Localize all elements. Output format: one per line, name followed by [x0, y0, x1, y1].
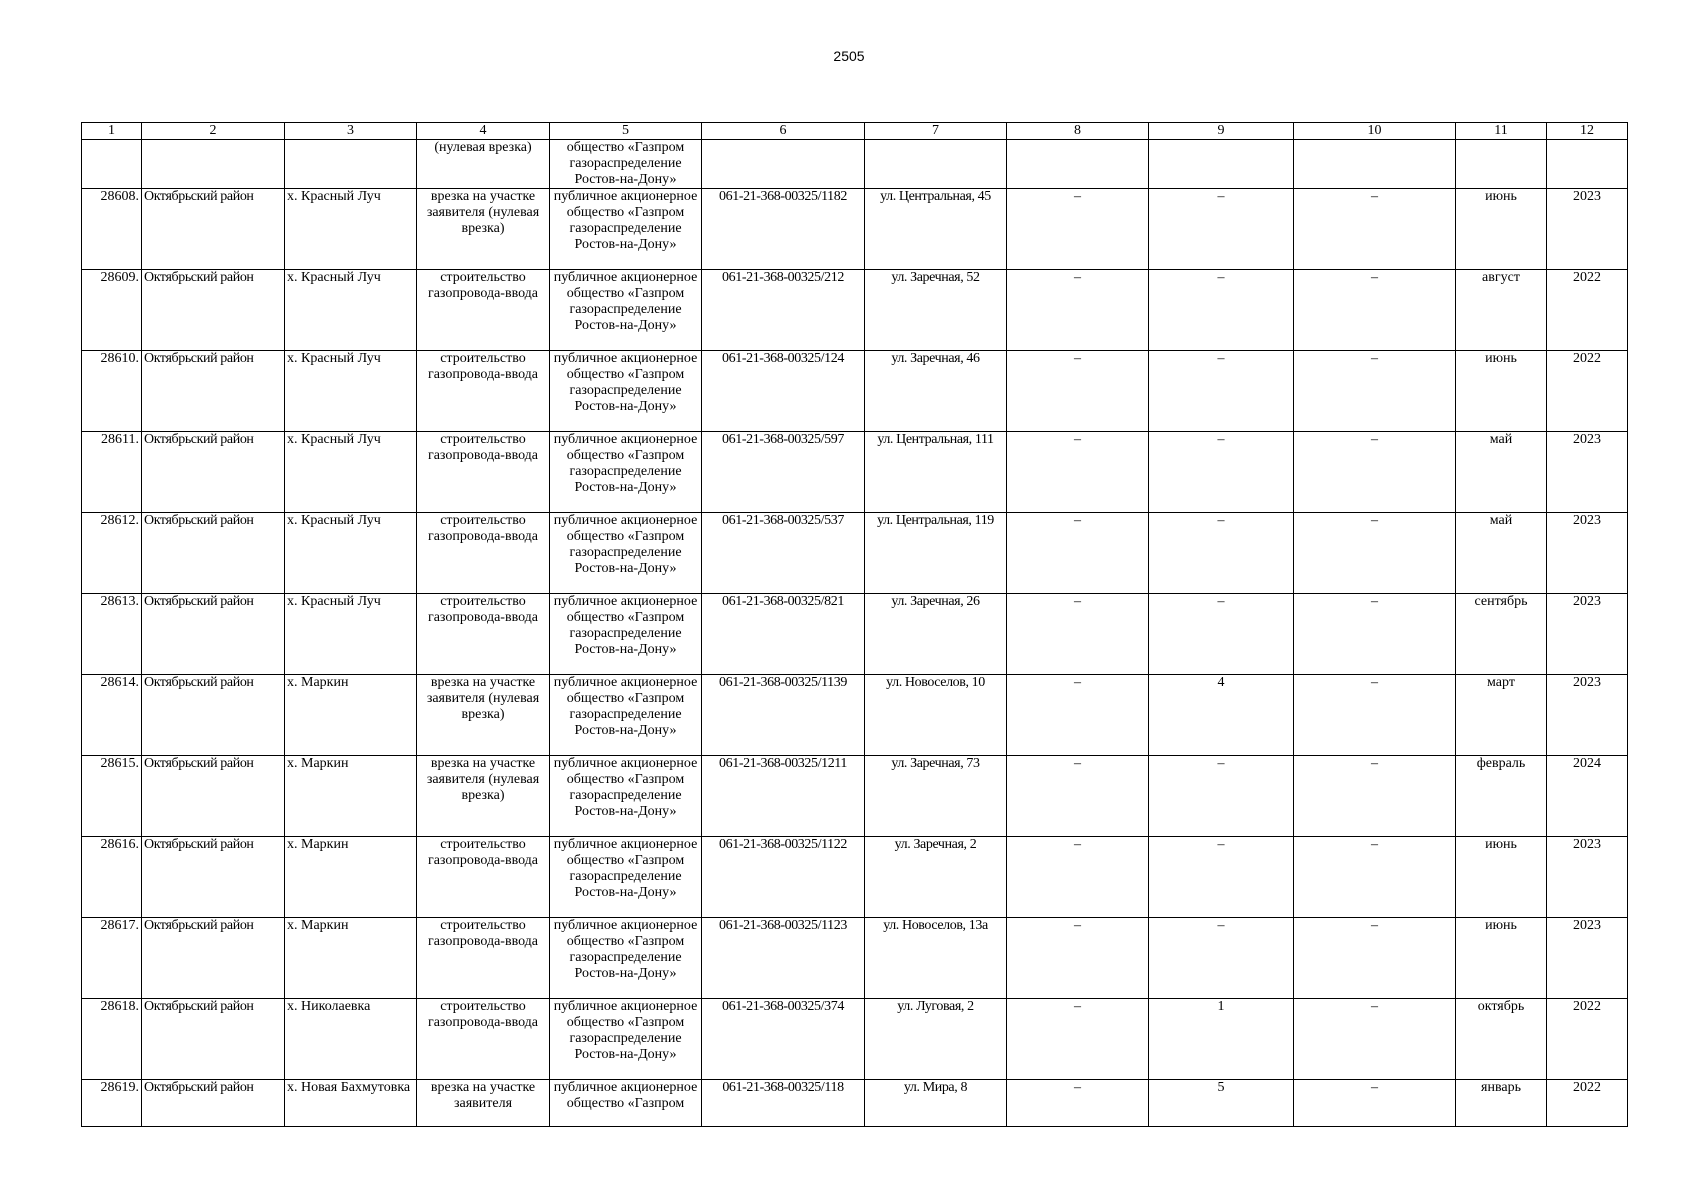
- row-number: 28610.: [82, 351, 142, 432]
- column-header: 2: [142, 123, 285, 140]
- col-9-value: 4: [1149, 675, 1294, 756]
- row-number: 28614.: [82, 675, 142, 756]
- col-10-value: –: [1294, 594, 1456, 675]
- column-header: 7: [865, 123, 1007, 140]
- table-row: [82, 432, 1628, 513]
- col-10-value: –: [1294, 837, 1456, 918]
- settlement: х. Красный Луч: [285, 432, 417, 513]
- col-8-value: –: [1007, 189, 1149, 270]
- organization: публичное акционерное общество «Газпром газораспределение Ростов-на-Дону»: [550, 837, 702, 918]
- col-9-value: 1: [1149, 999, 1294, 1080]
- year: 2023: [1547, 513, 1628, 594]
- column-header: 4: [417, 123, 550, 140]
- settlement: х. Новая Бахмутовка: [285, 1080, 417, 1127]
- work-type: строительство газопровода-ввода: [417, 594, 550, 675]
- year: 2024: [1547, 756, 1628, 837]
- col-8-value: –: [1007, 999, 1149, 1080]
- table-row: [82, 351, 1628, 432]
- work-type: врезка на участке заявителя: [417, 1080, 550, 1127]
- column-header: 9: [1149, 123, 1294, 140]
- col-9-value: –: [1149, 594, 1294, 675]
- month: [1456, 140, 1547, 189]
- col-10-value: [1294, 140, 1456, 189]
- header-row: [82, 123, 1628, 140]
- month: май: [1456, 432, 1547, 513]
- settlement: х. Николаевка: [285, 999, 417, 1080]
- col-10-value: –: [1294, 756, 1456, 837]
- address: ул. Центральная, 111: [865, 432, 1007, 513]
- organization: публичное акционерное общество «Газпром: [550, 1080, 702, 1127]
- register-table: [81, 122, 1628, 1127]
- table-row: [82, 140, 1628, 189]
- year: 2022: [1547, 351, 1628, 432]
- address: ул. Мира, 8: [865, 1080, 1007, 1127]
- address: ул. Заречная, 26: [865, 594, 1007, 675]
- col-10-value: –: [1294, 432, 1456, 513]
- col-9-value: –: [1149, 351, 1294, 432]
- col-8-value: –: [1007, 918, 1149, 999]
- column-header: 5: [550, 123, 702, 140]
- permit-number: 061-21-368-00325/374: [702, 999, 865, 1080]
- table-row: [82, 837, 1628, 918]
- col-9-value: –: [1149, 756, 1294, 837]
- col-8-value: –: [1007, 756, 1149, 837]
- organization: публичное акционерное общество «Газпром газораспределение Ростов-на-Дону»: [550, 675, 702, 756]
- month: июнь: [1456, 189, 1547, 270]
- address: ул. Луговая, 2: [865, 999, 1007, 1080]
- year: 2023: [1547, 594, 1628, 675]
- permit-number: 061-21-368-00325/537: [702, 513, 865, 594]
- district: Октябрьский район: [142, 675, 285, 756]
- organization: публичное акционерное общество «Газпром газораспределение Ростов-на-Дону»: [550, 594, 702, 675]
- year: 2022: [1547, 1080, 1628, 1127]
- column-header: 1: [82, 123, 142, 140]
- col-10-value: –: [1294, 270, 1456, 351]
- permit-number: 061-21-368-00325/1122: [702, 837, 865, 918]
- organization: публичное акционерное общество «Газпром газораспределение Ростов-на-Дону»: [550, 756, 702, 837]
- address: ул. Заречная, 73: [865, 756, 1007, 837]
- row-number: 28616.: [82, 837, 142, 918]
- table-row: [82, 594, 1628, 675]
- month: июнь: [1456, 351, 1547, 432]
- permit-number: 061-21-368-00325/118: [702, 1080, 865, 1127]
- organization: публичное акционерное общество «Газпром газораспределение Ростов-на-Дону»: [550, 513, 702, 594]
- permit-number: [702, 140, 865, 189]
- month: октябрь: [1456, 999, 1547, 1080]
- district: Октябрьский район: [142, 1080, 285, 1127]
- work-type: строительство газопровода-ввода: [417, 837, 550, 918]
- row-number: [82, 140, 142, 189]
- table-row: [82, 756, 1628, 837]
- permit-number: 061-21-368-00325/124: [702, 351, 865, 432]
- page-number: 2505: [833, 48, 865, 64]
- month: январь: [1456, 1080, 1547, 1127]
- permit-number: 061-21-368-00325/212: [702, 270, 865, 351]
- district: Октябрьский район: [142, 513, 285, 594]
- month: февраль: [1456, 756, 1547, 837]
- col-9-value: –: [1149, 513, 1294, 594]
- month: июнь: [1456, 837, 1547, 918]
- settlement: [285, 140, 417, 189]
- address: [865, 140, 1007, 189]
- year: [1547, 140, 1628, 189]
- month: март: [1456, 675, 1547, 756]
- col-9-value: 5: [1149, 1080, 1294, 1127]
- address: ул. Заречная, 52: [865, 270, 1007, 351]
- district: Октябрьский район: [142, 189, 285, 270]
- settlement: х. Красный Луч: [285, 594, 417, 675]
- table-row: [82, 918, 1628, 999]
- district: Октябрьский район: [142, 270, 285, 351]
- district: Октябрьский район: [142, 756, 285, 837]
- col-8-value: –: [1007, 675, 1149, 756]
- organization: общество «Газпром газораспределение Ростов-на-Дону»: [550, 140, 702, 189]
- work-type: врезка на участке заявителя (нулевая врезка): [417, 756, 550, 837]
- col-9-value: –: [1149, 918, 1294, 999]
- col-8-value: [1007, 140, 1149, 189]
- organization: публичное акционерное общество «Газпром газораспределение Ростов-на-Дону»: [550, 270, 702, 351]
- settlement: х. Маркин: [285, 675, 417, 756]
- col-10-value: –: [1294, 513, 1456, 594]
- col-10-value: –: [1294, 918, 1456, 999]
- work-type: строительство газопровода-ввода: [417, 999, 550, 1080]
- row-number: 28619.: [82, 1080, 142, 1127]
- row-number: 28615.: [82, 756, 142, 837]
- organization: публичное акционерное общество «Газпром газораспределение Ростов-на-Дону»: [550, 918, 702, 999]
- row-number: 28618.: [82, 999, 142, 1080]
- col-8-value: –: [1007, 1080, 1149, 1127]
- organization: публичное акционерное общество «Газпром газораспределение Ростов-на-Дону»: [550, 432, 702, 513]
- col-9-value: [1149, 140, 1294, 189]
- col-8-value: –: [1007, 351, 1149, 432]
- district: Октябрьский район: [142, 837, 285, 918]
- district: Октябрьский район: [142, 918, 285, 999]
- month: май: [1456, 513, 1547, 594]
- table-row: [82, 189, 1628, 270]
- district: Октябрьский район: [142, 432, 285, 513]
- year: 2022: [1547, 270, 1628, 351]
- column-header: 8: [1007, 123, 1149, 140]
- month: июнь: [1456, 918, 1547, 999]
- col-10-value: –: [1294, 999, 1456, 1080]
- work-type: (нулевая врезка): [417, 140, 550, 189]
- district: Октябрьский район: [142, 999, 285, 1080]
- work-type: строительство газопровода-ввода: [417, 918, 550, 999]
- column-header: 3: [285, 123, 417, 140]
- work-type: строительство газопровода-ввода: [417, 513, 550, 594]
- district: Октябрьский район: [142, 351, 285, 432]
- year: 2023: [1547, 432, 1628, 513]
- settlement: х. Маркин: [285, 756, 417, 837]
- table-row: [82, 270, 1628, 351]
- permit-number: 061-21-368-00325/1182: [702, 189, 865, 270]
- month: сентябрь: [1456, 594, 1547, 675]
- address: ул. Заречная, 2: [865, 837, 1007, 918]
- address: ул. Новоселов, 13а: [865, 918, 1007, 999]
- col-10-value: –: [1294, 189, 1456, 270]
- settlement: х. Красный Луч: [285, 189, 417, 270]
- year: 2023: [1547, 837, 1628, 918]
- address: ул. Центральная, 119: [865, 513, 1007, 594]
- settlement: х. Маркин: [285, 918, 417, 999]
- row-number: 28608.: [82, 189, 142, 270]
- work-type: строительство газопровода-ввода: [417, 351, 550, 432]
- year: 2023: [1547, 189, 1628, 270]
- address: ул. Новоселов, 10: [865, 675, 1007, 756]
- col-8-value: –: [1007, 837, 1149, 918]
- table-row: [82, 1080, 1628, 1127]
- col-8-value: –: [1007, 270, 1149, 351]
- settlement: х. Красный Луч: [285, 513, 417, 594]
- work-type: строительство газопровода-ввода: [417, 432, 550, 513]
- column-header: 10: [1294, 123, 1456, 140]
- permit-number: 061-21-368-00325/1123: [702, 918, 865, 999]
- year: 2023: [1547, 918, 1628, 999]
- col-9-value: –: [1149, 189, 1294, 270]
- organization: публичное акционерное общество «Газпром газораспределение Ростов-на-Дону»: [550, 999, 702, 1080]
- column-header: 6: [702, 123, 865, 140]
- organization: публичное акционерное общество «Газпром газораспределение Ростов-на-Дону»: [550, 189, 702, 270]
- district: [142, 140, 285, 189]
- settlement: х. Маркин: [285, 837, 417, 918]
- col-9-value: –: [1149, 432, 1294, 513]
- year: 2023: [1547, 675, 1628, 756]
- col-10-value: –: [1294, 351, 1456, 432]
- work-type: строительство газопровода-ввода: [417, 270, 550, 351]
- col-10-value: –: [1294, 675, 1456, 756]
- column-header: 12: [1547, 123, 1628, 140]
- row-number: 28612.: [82, 513, 142, 594]
- row-number: 28617.: [82, 918, 142, 999]
- table-row: [82, 675, 1628, 756]
- organization: публичное акционерное общество «Газпром газораспределение Ростов-на-Дону»: [550, 351, 702, 432]
- month: август: [1456, 270, 1547, 351]
- table-row: [82, 513, 1628, 594]
- col-8-value: –: [1007, 513, 1149, 594]
- address: ул. Заречная, 46: [865, 351, 1007, 432]
- row-number: 28609.: [82, 270, 142, 351]
- permit-number: 061-21-368-00325/1211: [702, 756, 865, 837]
- col-8-value: –: [1007, 432, 1149, 513]
- work-type: врезка на участке заявителя (нулевая врезка): [417, 189, 550, 270]
- col-9-value: –: [1149, 837, 1294, 918]
- settlement: х. Красный Луч: [285, 270, 417, 351]
- work-type: врезка на участке заявителя (нулевая врезка): [417, 675, 550, 756]
- permit-number: 061-21-368-00325/821: [702, 594, 865, 675]
- district: Октябрьский район: [142, 594, 285, 675]
- address: ул. Центральная, 45: [865, 189, 1007, 270]
- row-number: 28611.: [82, 432, 142, 513]
- table-row: [82, 999, 1628, 1080]
- permit-number: 061-21-368-00325/597: [702, 432, 865, 513]
- col-9-value: –: [1149, 270, 1294, 351]
- col-8-value: –: [1007, 594, 1149, 675]
- permit-number: 061-21-368-00325/1139: [702, 675, 865, 756]
- year: 2022: [1547, 999, 1628, 1080]
- column-header: 11: [1456, 123, 1547, 140]
- row-number: 28613.: [82, 594, 142, 675]
- col-10-value: –: [1294, 1080, 1456, 1127]
- settlement: х. Красный Луч: [285, 351, 417, 432]
